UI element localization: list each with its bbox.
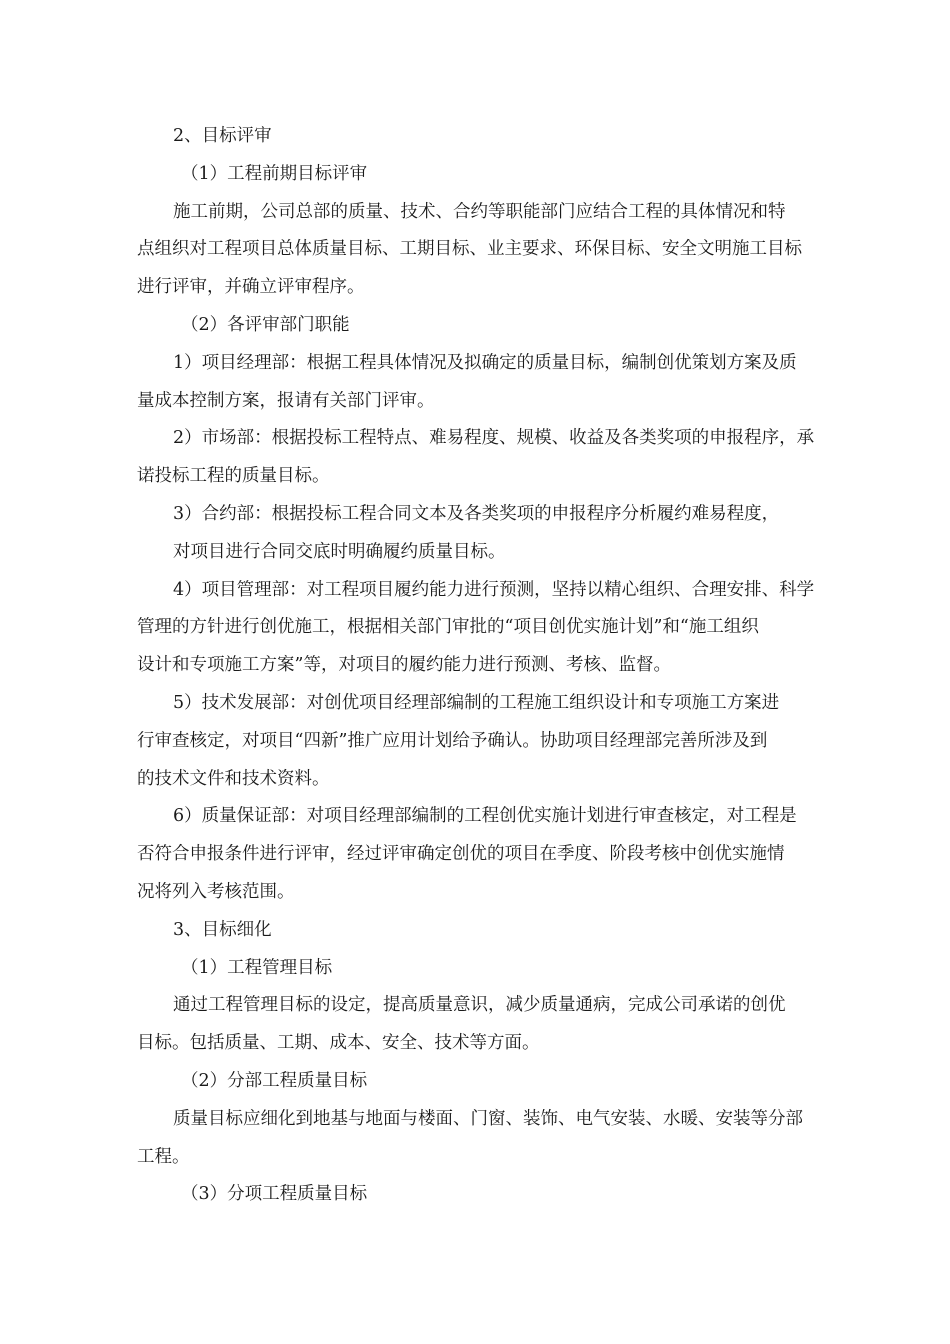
paragraph-line: 质量目标应细化到地基与地面与楼面、门窗、装饰、电气安装、水暖、安装等分部 — [173, 1108, 803, 1129]
paragraph-line: 通过工程管理目标的设定，提高质量意识，减少质量通病，完成公司承诺的创优 — [173, 995, 786, 1016]
subheading-early-target-review: （1）工程前期目标评审 — [181, 163, 368, 184]
list-item-market-dept: 2）市场部：根据投标工程特点、难易程度、规模、收益及各类奖项的申报程序，承 — [173, 428, 815, 449]
list-item-continuation: 的技术文件和技术资料。 — [137, 768, 330, 789]
list-item-continuation: 设计和专项施工方案”等，对项目的履约能力进行预测、考核、监督。 — [137, 655, 671, 676]
list-item-continuation: 管理的方针进行创优施工，根据相关部门审批的“项目创优实施计划”和“施工组织 — [137, 617, 759, 638]
paragraph-line: 点组织对工程项目总体质量目标、工期目标、业主要求、环保目标、安全文明施工目标 — [137, 239, 802, 260]
paragraph-line: 进行评审，并确立评审程序。 — [137, 277, 365, 298]
list-item-continuation: 行审查核定，对项目“四新”推广应用计划给予确认。协助项目经理部完善所涉及到 — [137, 730, 768, 751]
subheading-department-functions: （2）各评审部门职能 — [181, 314, 350, 335]
section-heading-target-review: 2、目标评审 — [173, 126, 272, 146]
section-heading-target-refinement: 3、目标细化 — [173, 919, 272, 940]
list-item-tech-dev-dept: 5）技术发展部：对创优项目经理部编制的工程施工组织设计和专项施工方案进 — [173, 692, 780, 713]
list-item-continuation: 对项目进行合同交底时明确履约质量目标。 — [173, 541, 506, 562]
paragraph-line: 目标。包括质量、工期、成本、安全、技术等方面。 — [137, 1033, 540, 1054]
list-item-continuation: 否符合申报条件进行评审，经过评审确定创优的项目在季度、阶段考核中创优实施情 — [137, 844, 785, 865]
list-item-project-manager-dept: 1）项目经理部：根据工程具体情况及拟确定的质量目标，编制创优策划方案及质 — [173, 352, 797, 373]
document-body — [137, 118, 837, 1214]
list-item-contract-dept: 3）合约部：根据投标工程合同文本及各类奖项的申报程序分析履约难易程度， — [173, 503, 780, 524]
paragraph-line: 工程。 — [137, 1146, 190, 1167]
subheading-divisional-quality-target: （2）分部工程质量目标 — [181, 1070, 368, 1091]
subheading-subitem-quality-target: （3）分项工程质量目标 — [181, 1184, 368, 1205]
subheading-management-target: （1）工程管理目标 — [181, 957, 333, 978]
list-item-project-management-dept: 4）项目管理部：对工程项目履约能力进行预测，坚持以精心组织、合理安排、科学 — [173, 579, 815, 600]
list-item-continuation: 量成本控制方案，报请有关部门评审。 — [137, 390, 435, 411]
list-item-continuation: 诺投标工程的质量目标。 — [137, 466, 330, 487]
list-item-quality-assurance-dept: 6）质量保证部：对项目经理部编制的工程创优实施计划进行审查核定，对工程是 — [173, 806, 797, 827]
paragraph-line: 施工前期，公司总部的质量、技术、合约等职能部门应结合工程的具体情况和特 — [173, 201, 786, 222]
list-item-continuation: 况将列入考核范围。 — [137, 881, 295, 902]
